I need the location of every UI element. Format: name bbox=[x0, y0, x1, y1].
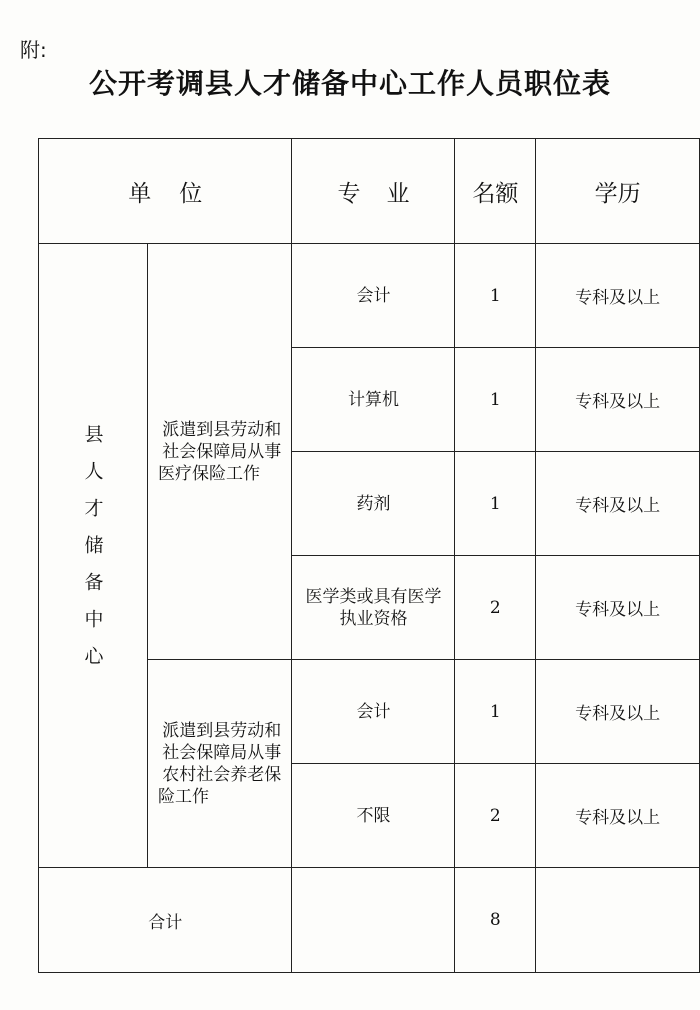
center-name: 县人才储备中心 bbox=[81, 423, 104, 683]
header-major: 专业 bbox=[292, 139, 455, 244]
header-unit: 单位 bbox=[39, 139, 292, 244]
quota-cell: 1 bbox=[455, 660, 536, 764]
page-title: 公开考调县人才储备中心工作人员职位表 bbox=[88, 67, 611, 100]
education-cell: 专科及以上 bbox=[536, 452, 700, 556]
education-cell: 专科及以上 bbox=[536, 244, 700, 348]
total-row bbox=[39, 868, 700, 973]
total-quota: 8 bbox=[455, 868, 536, 973]
major-cell: 计算机 bbox=[292, 348, 455, 452]
center-name-cell bbox=[39, 244, 148, 868]
total-label: 合计 bbox=[39, 868, 292, 973]
major-cell: 药剂 bbox=[292, 452, 455, 556]
header-education: 学历 bbox=[536, 139, 700, 244]
quota-cell: 1 bbox=[455, 244, 536, 348]
major-cell: 不限 bbox=[292, 764, 455, 868]
quota-cell: 2 bbox=[455, 556, 536, 660]
header-quota: 名额 bbox=[455, 139, 536, 244]
total-education bbox=[536, 868, 700, 973]
attachment-label: 附: bbox=[20, 38, 47, 62]
total-major bbox=[292, 868, 455, 973]
education-cell: 专科及以上 bbox=[536, 556, 700, 660]
education-cell: 专科及以上 bbox=[536, 764, 700, 868]
department-name: 派遣到县劳动和社会保障局从事医疗保险工作 bbox=[148, 244, 292, 660]
quota-cell: 1 bbox=[455, 348, 536, 452]
header-row bbox=[39, 139, 700, 244]
quota-cell: 1 bbox=[455, 452, 536, 556]
education-cell: 专科及以上 bbox=[536, 660, 700, 764]
quota-cell: 2 bbox=[455, 764, 536, 868]
positions-table bbox=[38, 138, 700, 973]
department-name: 派遣到县劳动和社会保障局从事农村社会养老保险工作 bbox=[148, 660, 292, 868]
major-cell: 会计 bbox=[292, 660, 455, 764]
major-cell: 医学类或具有医学执业资格 bbox=[292, 556, 455, 660]
table-row bbox=[39, 244, 700, 348]
education-cell: 专科及以上 bbox=[536, 348, 700, 452]
major-cell: 会计 bbox=[292, 244, 455, 348]
